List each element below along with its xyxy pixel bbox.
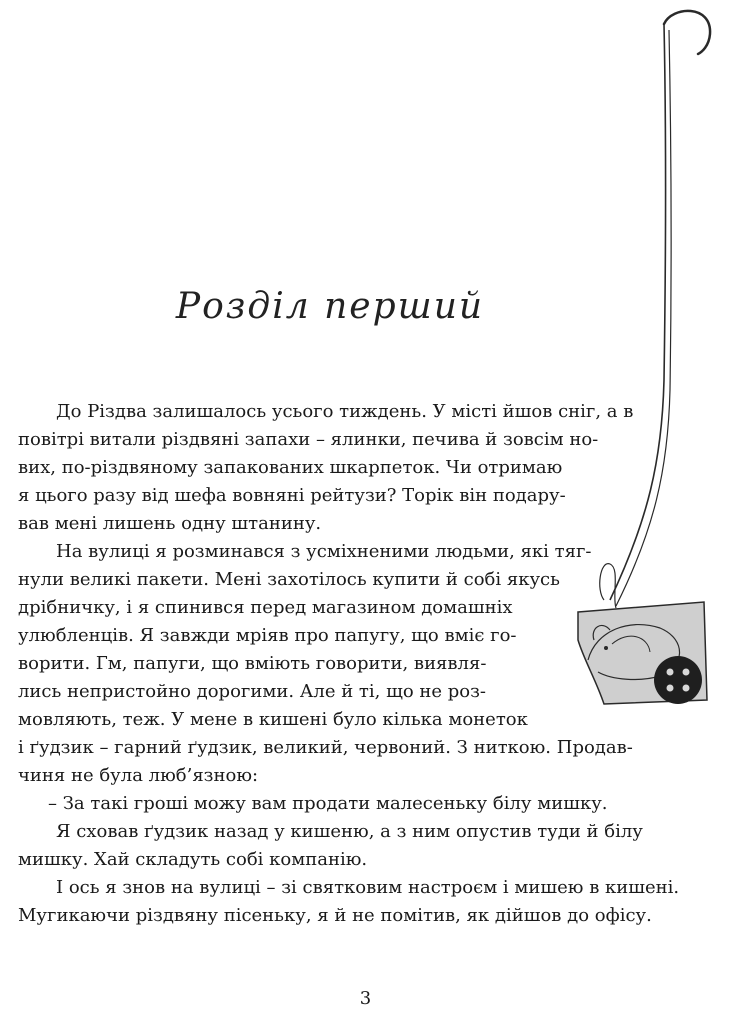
text-line: вих, по-різдвяному запакованих шкарпеток. Чи отримаю — [18, 457, 563, 478]
text-line: мовляють, теж. У мене в кишені було кілька монеток — [18, 709, 528, 730]
text-line: улюбленців. Я завжди мріяв про папугу, що вміє го- — [18, 625, 517, 646]
text-line: я цього разу від шефа вовняні рейтузи? Торік він подару- — [18, 485, 566, 506]
text-line: ворити. Гм, папуги, що вміють говорити, виявля- — [18, 653, 487, 674]
text-line: дрібничку, і я спинився перед магазином домашніх — [18, 597, 513, 618]
text-line: На вулиці я розминався з усміхненими людьми, які тяг- — [56, 541, 592, 562]
text-line: До Різдва залишалось усього тиждень. У місті йшов сніг, а в — [56, 401, 634, 422]
text-line: вав мені лишень одну штанину. — [18, 513, 322, 534]
text-line: нули великі пакети. Мені захотілось купити й собі якусь — [18, 569, 560, 590]
text-line: – За такі гроші можу вам продати малесеньку білу мишку. — [48, 793, 608, 814]
text-line: лись непристойно дорогими. Але й ті, що не роз- — [18, 681, 487, 702]
text-line: мишку. Хай складуть собі компанію. — [18, 849, 368, 870]
text-line: Мугикаючи різдвяну пісеньку, я й не помітив, як дійшов до офісу. — [18, 905, 652, 926]
text-line: чиня не була люб’язною: — [18, 765, 259, 786]
chapter-title: Розділ перший — [175, 286, 485, 327]
text-line: Я сховав ґудзик назад у кишеню, а з ним опустив туди й білу — [56, 821, 643, 842]
text-line: І ось я знов на вулиці – зі святковим настроєм і мишею в кишені. — [56, 877, 680, 898]
page-number: 3 — [359, 988, 372, 1009]
text-line: і ґудзик – гарний ґудзик, великий, червоний. З ниткою. Продав- — [18, 737, 633, 758]
text-line: повітрі витали різдвяні запахи – ялинки, печива й зовсім но- — [18, 429, 599, 450]
